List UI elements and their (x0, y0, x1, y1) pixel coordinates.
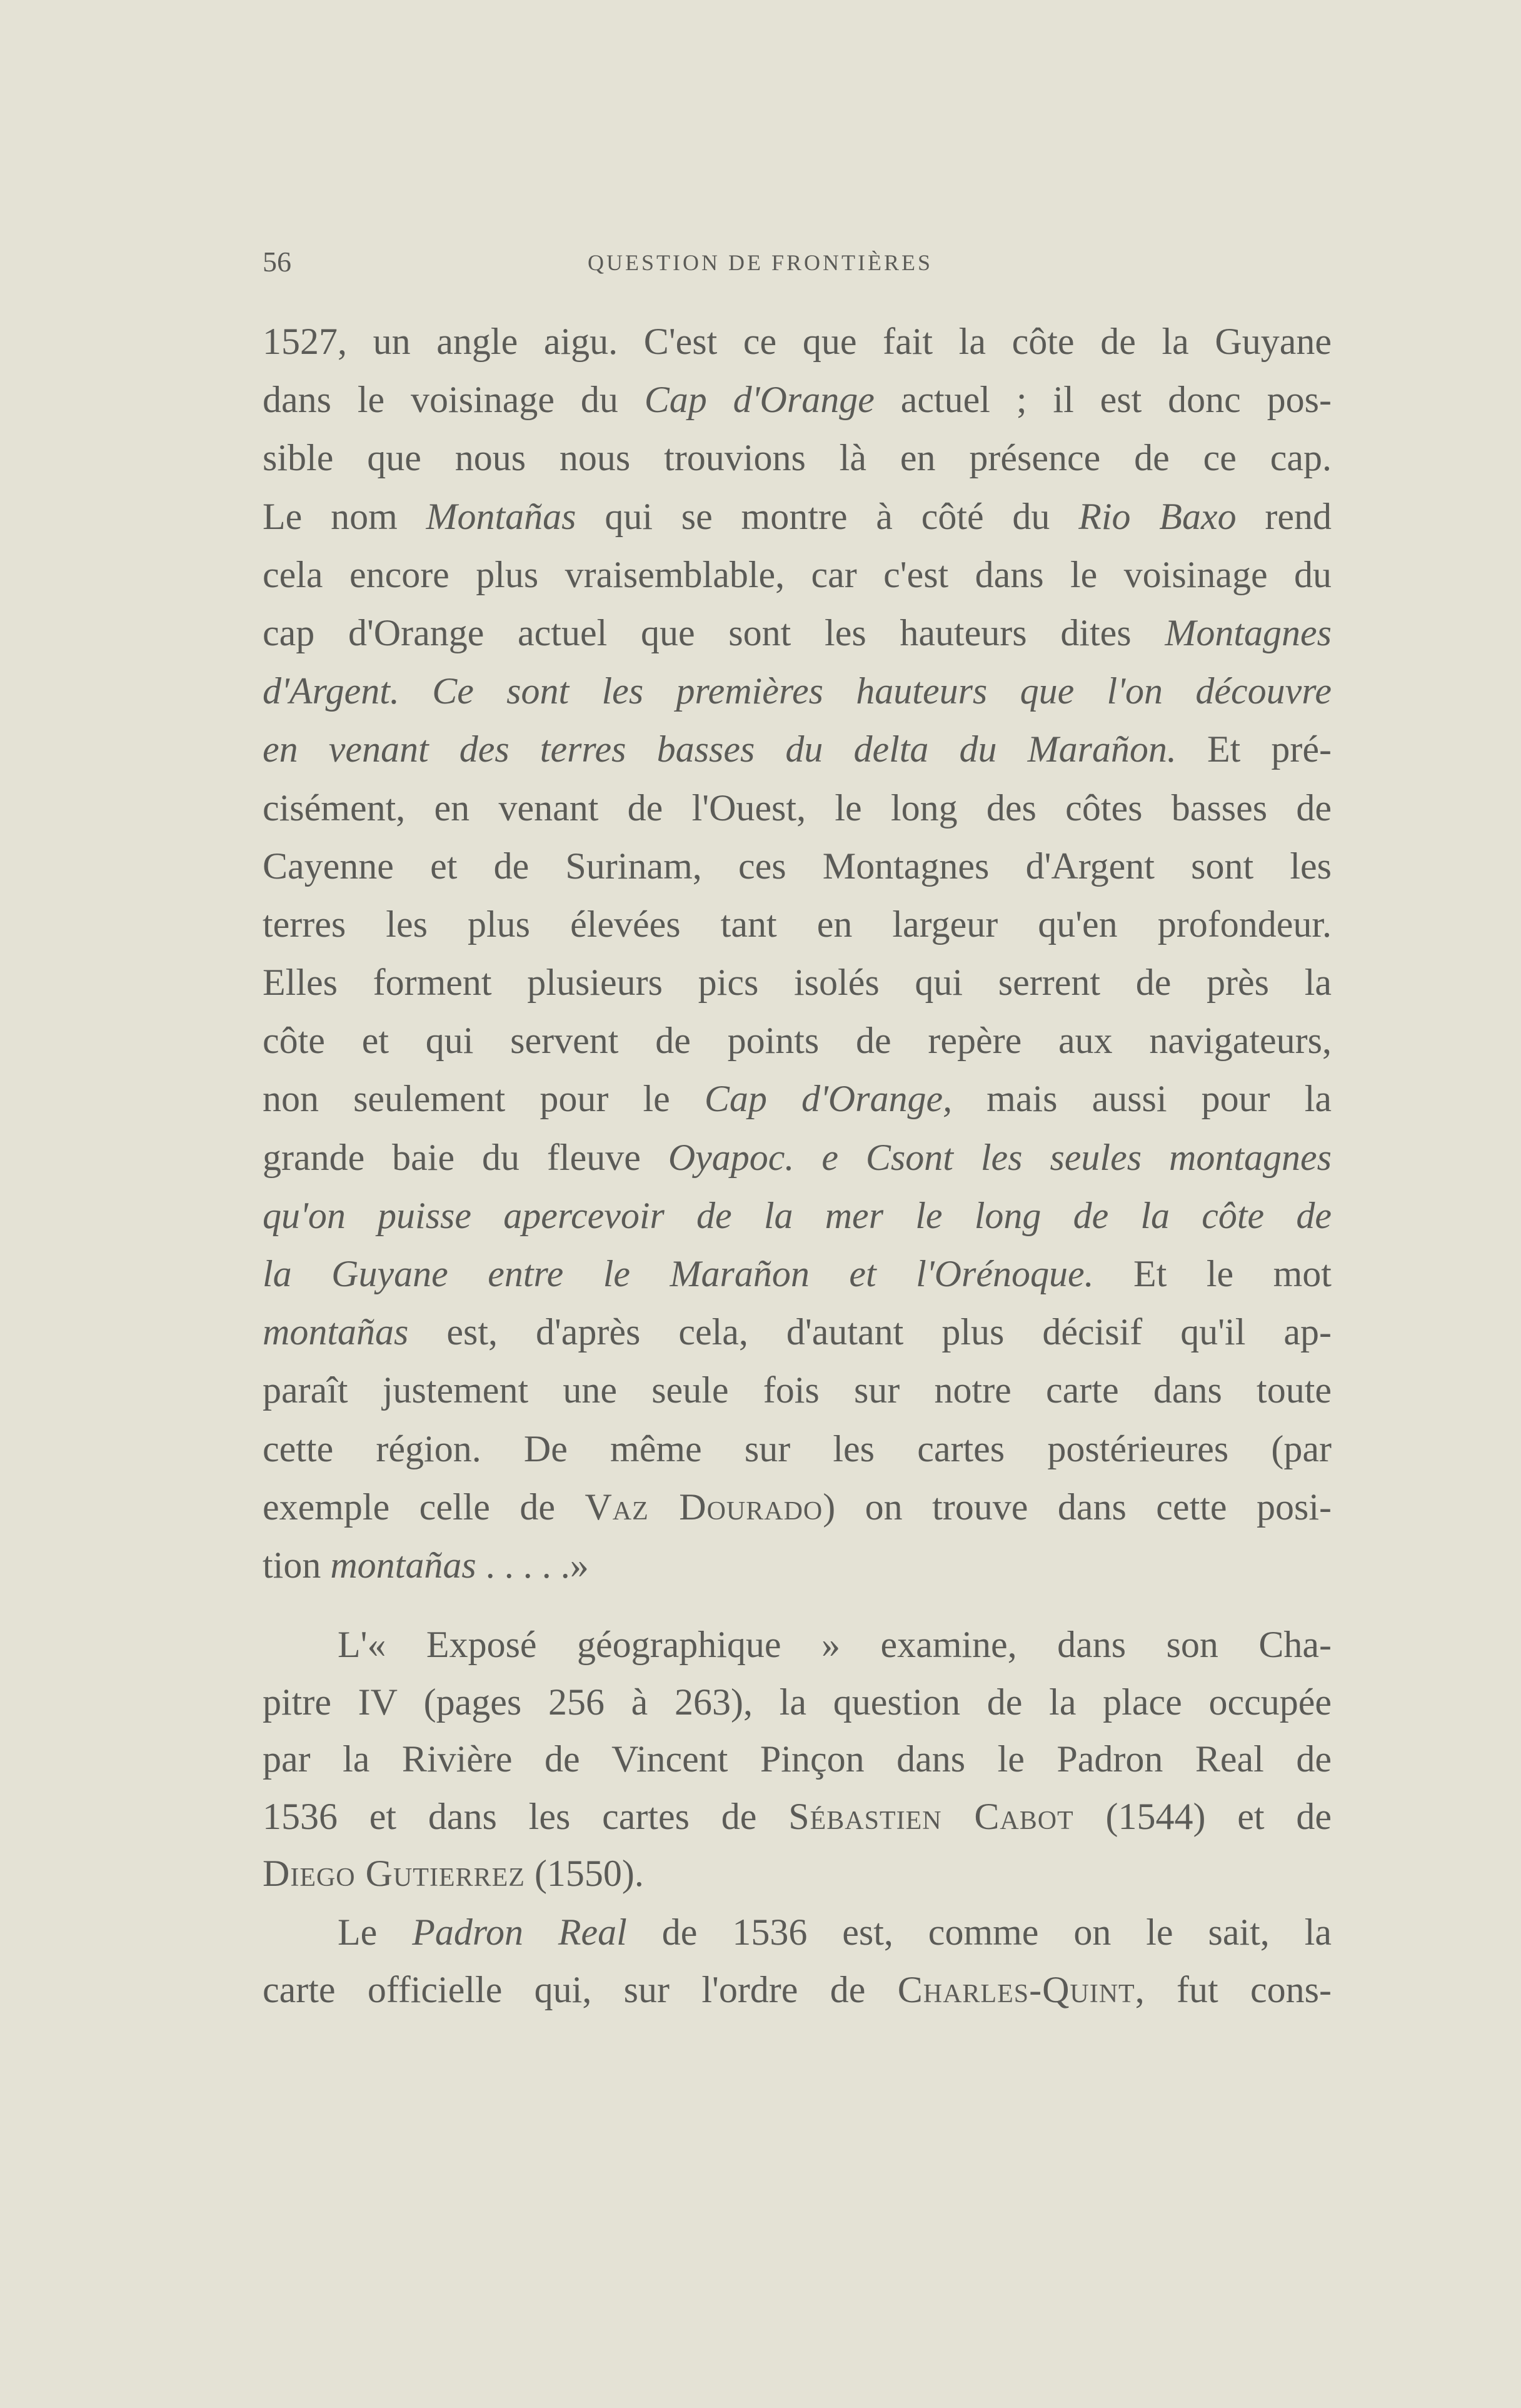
text-line: pitre IV (pages 256 à 263), la question de la place occupée (263, 1681, 1332, 1723)
text-line: sible que nous nous trouvions là en présence de ce cap. (263, 437, 1332, 479)
page-header (263, 240, 1330, 284)
text-line: dans le voisinage du Cap d'Orange actuel ; il est donc pos- (263, 379, 1332, 421)
text-line: cap d'Orange actuel que sont les hauteurs dites Montagnes (263, 612, 1332, 653)
page-number: 56 (263, 246, 291, 278)
paragraph-3 (263, 1904, 1332, 2018)
text-line: 1536 et dans les cartes de Sébastien Cabot (1544) et de (263, 1795, 1332, 1837)
text-line: Le nom Montañas qui se montre à côté du Rio Baxo rend (263, 495, 1332, 537)
text-line: montañas est, d'après cela, d'autant plus décisif qu'il ap- (263, 1311, 1332, 1353)
paragraph-1 (263, 313, 1332, 1594)
text-line: carte officielle qui, sur l'ordre de Charles-Quint, fut cons- (263, 1968, 1332, 2010)
text-line: 1527, un angle aigu. C'est ce que fait la côte de la Guyane (263, 321, 1332, 362)
text-line: Le Padron Real de 1536 est, comme on le sait, la (338, 1912, 1332, 1953)
text-line: Diego Gutierrez (1550). (263, 1853, 644, 1894)
text-line: tion montañas . . . . .» (263, 1544, 589, 1586)
text-line: L'« Exposé géographique » examine, dans son Cha- (338, 1624, 1332, 1665)
text-line: terres les plus élevées tant en largeur qu'en profondeur. (263, 903, 1332, 945)
text-line: la Guyane entre le Marañon et l'Orénoque. Et le mot (263, 1253, 1332, 1294)
text-line: cette région. De même sur les cartes postérieures (par (263, 1428, 1332, 1469)
text-line: qu'on puisse apercevoir de la mer le long de la côte de (263, 1194, 1332, 1236)
text-line: cisément, en venant de l'Ouest, le long des côtes basses de (263, 787, 1332, 829)
text-line: exemple celle de Vaz Dourado) on trouve dans cette posi- (263, 1486, 1332, 1528)
paragraph-2 (263, 1616, 1332, 1903)
text-line: par la Rivière de Vincent Pinçon dans le Padron Real de (263, 1738, 1332, 1780)
text-line: d'Argent. Ce sont les premières hauteurs que l'on découvre (263, 670, 1332, 712)
text-line: grande baie du fleuve Oyapoc. e Csont les seules montagnes (263, 1136, 1332, 1178)
text-line: Cayenne et de Surinam, ces Montagnes d'Argent sont les (263, 845, 1332, 887)
text-line: cela encore plus vraisemblable, car c'est dans le voisinage du (263, 553, 1332, 595)
text-line: non seulement pour le Cap d'Orange, mais aussi pour la (263, 1078, 1332, 1120)
running-title: QUESTION DE FRONTIÈRES (588, 250, 933, 275)
text-line: paraît justement une seule fois sur notre carte dans toute (263, 1369, 1332, 1411)
text-line: côte et qui servent de points de repère aux navigateurs, (263, 1020, 1332, 1062)
text-line: Elles forment plusieurs pics isolés qui serrent de près la (263, 962, 1332, 1004)
text-line: en venant des terres basses du delta du Marañon. Et pré- (263, 728, 1332, 770)
